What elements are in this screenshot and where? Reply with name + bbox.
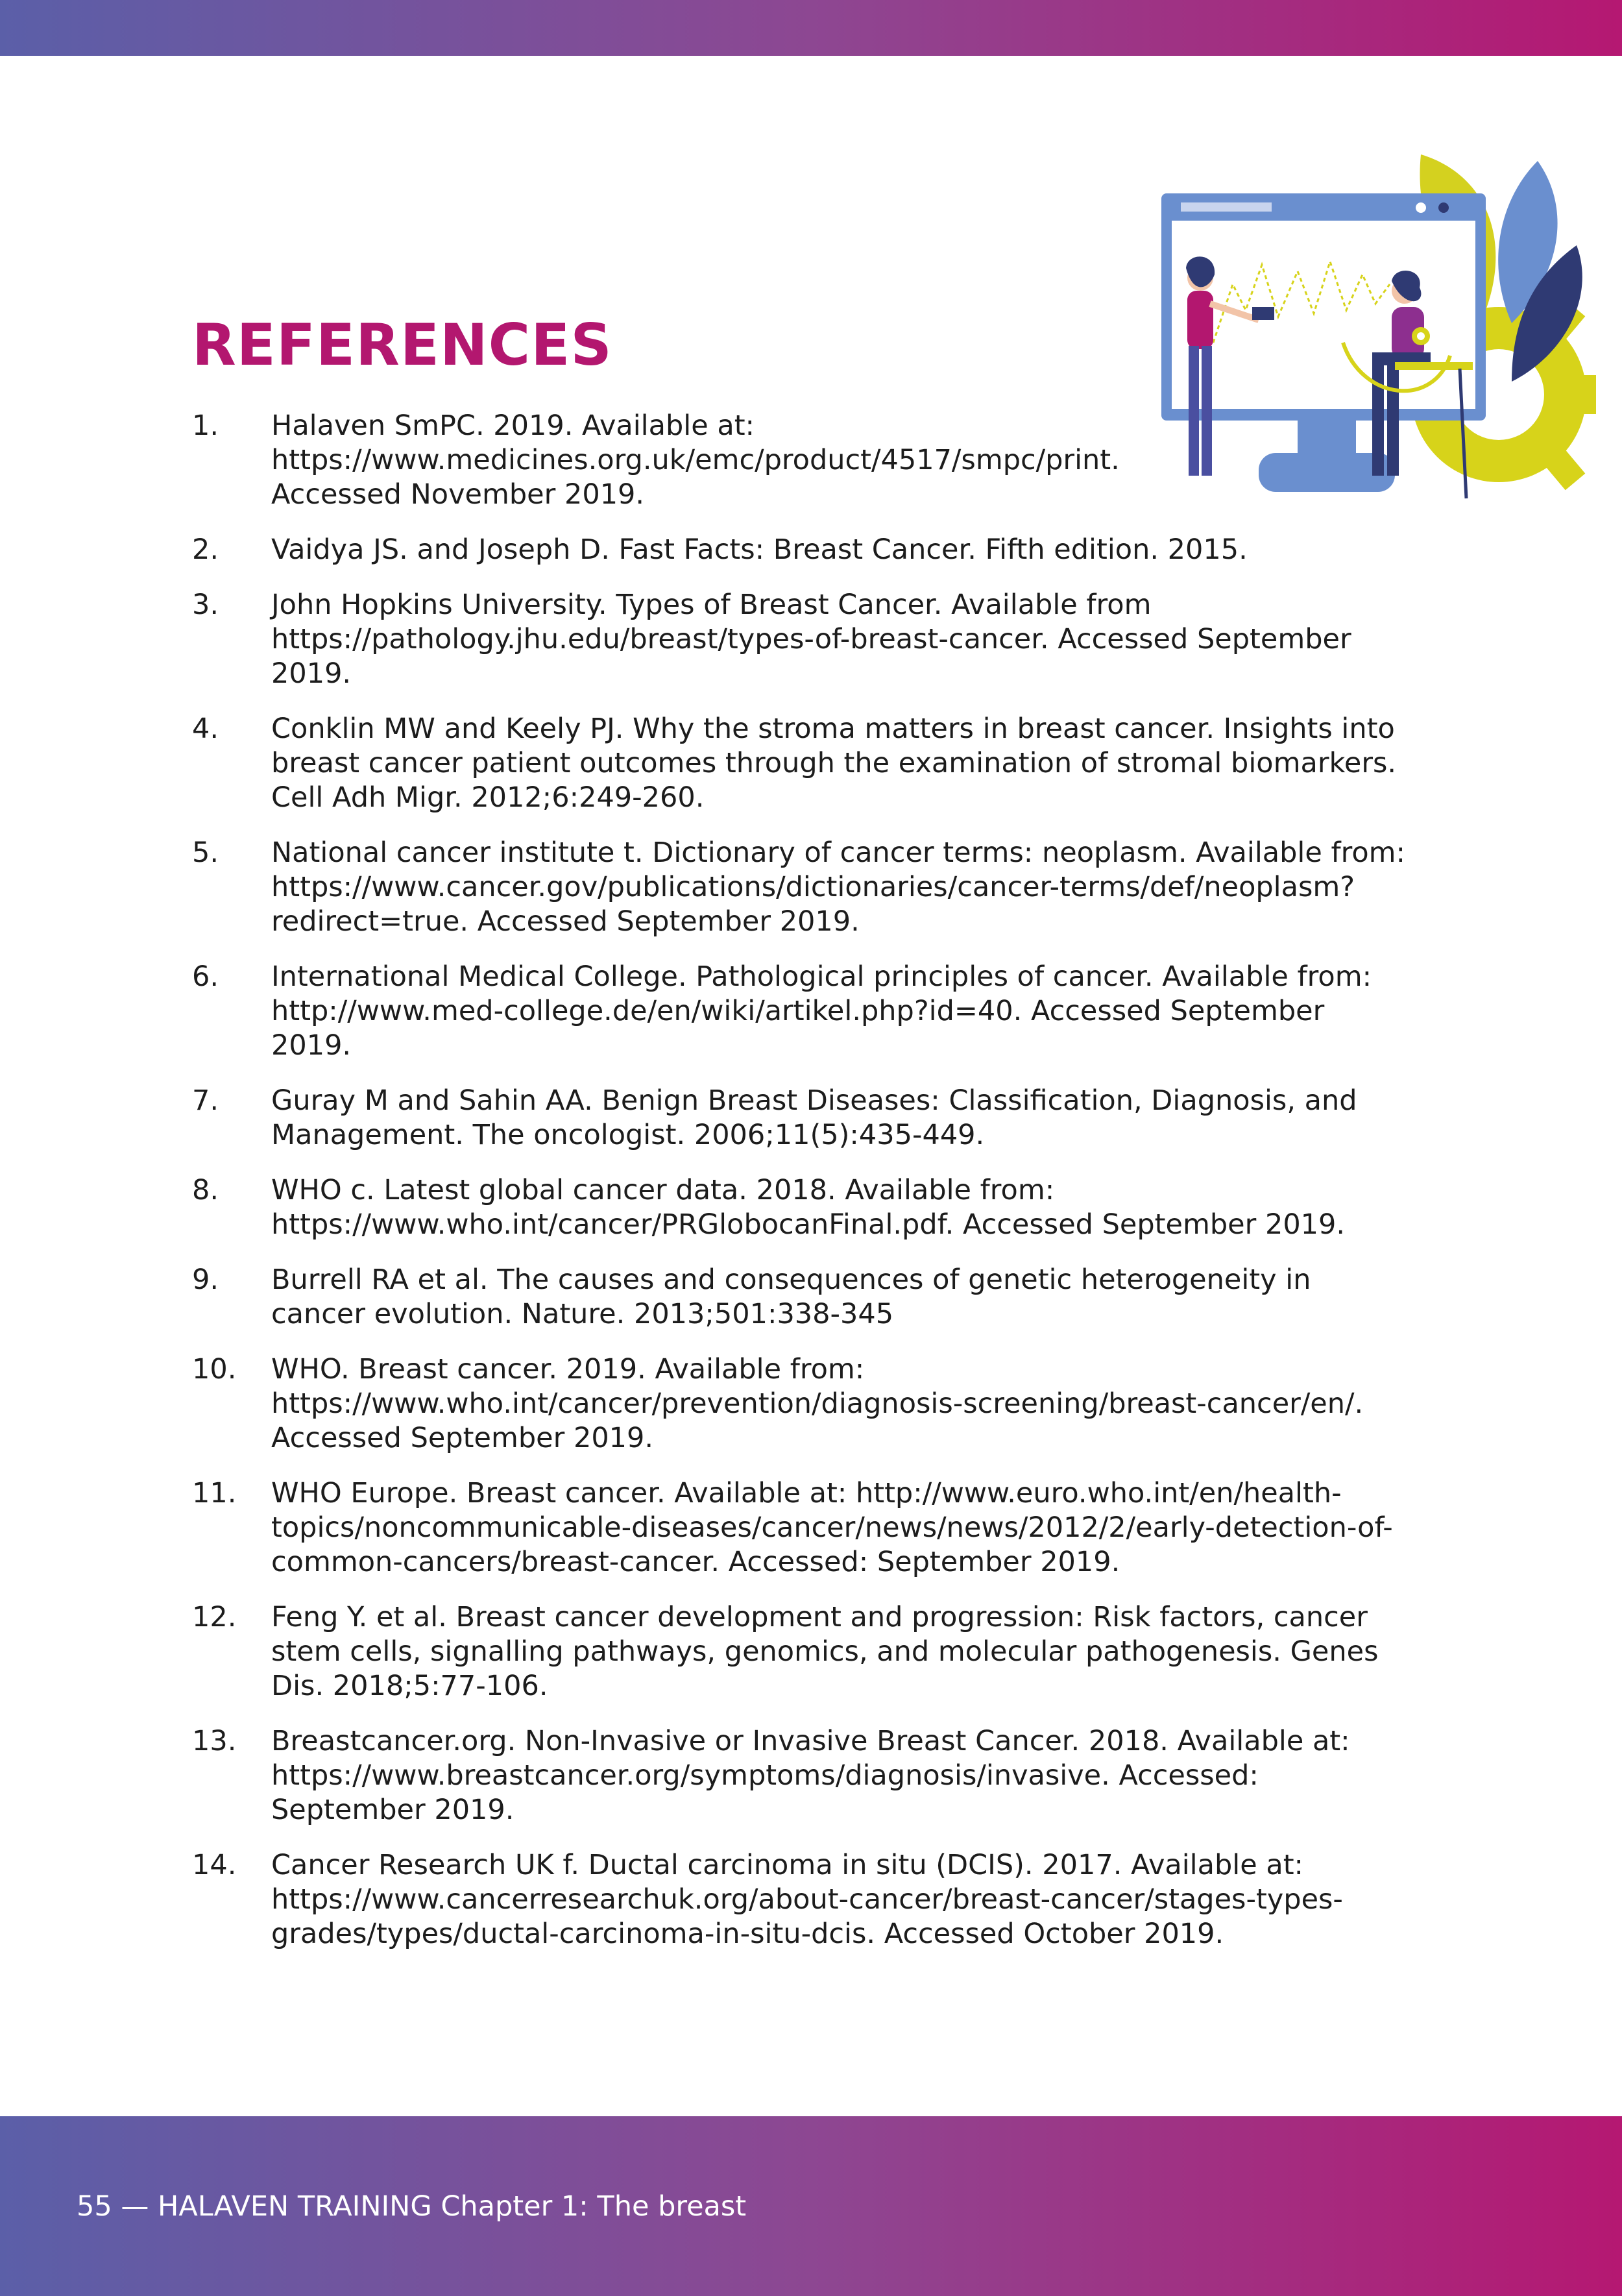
reference-number: 9. [192,1264,219,1296]
reference-number: 8. [192,1174,219,1206]
reference-item [192,836,1464,939]
reference-number: 12. [192,1601,237,1633]
reference-text: Feng Y. et al. Breast cancer development and progression: Risk factors, cancer stem cells, signalling pathways, genomics, and molecular pathogenesis. Genes Dis. 2018;5:77-106. [271,1601,1379,1702]
reference-item [192,1084,1464,1153]
reference-text: National cancer institute t. Dictionary of cancer terms: neoplasm. Available from: https://www.cancer.gov/publications/dictionaries/cancer-terms/def/neoplasm?redirect=true. Accessed September 2019. [271,837,1406,938]
reference-text: Breastcancer.org. Non-Invasive or Invasive Breast Cancer. 2018. Available at: https://www.breastcancer.org/symptoms/diagnosis/invasive. Accessed: September 2019. [271,1725,1350,1826]
reference-text: Guray M and Sahin AA. Benign Breast Diseases: Classification, Diagnosis, and Management. The oncologist. 2006;11(5):435-449. [271,1084,1357,1151]
reference-text: Burrell RA et al. The causes and consequences of genetic heterogeneity in cancer evolution. Nature. 2013;501:338-345 [271,1264,1311,1330]
footer-text: 55 — HALAVEN TRAINING Chapter 1: The breast [77,2190,747,2223]
reference-number: 13. [192,1725,237,1757]
page-title: REFERENCES [192,311,612,378]
reference-text: WHO. Breast cancer. 2019. Available from: https://www.who.int/cancer/prevention/diagnosis-screening/breast-cancer/en/. Accessed September 2019. [271,1353,1364,1454]
reference-item [192,1600,1464,1704]
reference-item [192,1724,1464,1827]
reference-item [192,712,1464,815]
reference-item [192,409,1464,512]
reference-text: Cancer Research UK f. Ductal carcinoma in situ (DCIS). 2017. Available at: https://www.cancerresearchuk.org/about-cancer/breast-cancer/stages-types-grades/types/ductal-carcinoma-in-situ-dcis. Accessed October 2019. [271,1849,1343,1950]
reference-item [192,533,1464,567]
reference-number: 3. [192,589,219,621]
reference-number: 1. [192,409,219,442]
reference-item [192,1173,1464,1242]
reference-number: 11. [192,1477,237,1509]
reference-number: 14. [192,1849,237,1881]
reference-item [192,960,1464,1063]
reference-number: 10. [192,1353,237,1386]
reference-text: WHO Europe. Breast cancer. Available at: http://www.euro.who.int/en/health-topics/noncommunicable-diseases/cancer/news/news/2012/2/early-detection-of-common-cancers/breast-cancer. Accessed: September 2019. [271,1477,1393,1578]
reference-number: 6. [192,960,219,993]
reference-item [192,1476,1464,1580]
reference-list [192,409,1464,1972]
reference-text: John Hopkins University. Types of Breast Cancer. Available from https://pathology.jhu.edu/breast/types-of-breast-cancer. Accessed September 2019. [271,589,1351,690]
reference-text: Conklin MW and Keely PJ. Why the stroma matters in breast cancer. Insights into breast cancer patient outcomes through the examination of stromal biomarkers. Cell Adh Migr. 2012;6:249-260. [271,713,1397,814]
reference-text: Halaven SmPC. 2019. Available at: https://www.medicines.org.uk/emc/product/4517/smpc/print. Accessed November 2019. [271,409,1120,511]
reference-text: WHO c. Latest global cancer data. 2018. Available from: https://www.who.int/cancer/PRGlobocanFinal.pdf. Accessed September 2019. [271,1174,1346,1241]
top-gradient-bar [0,0,1622,56]
reference-number: 2. [192,533,219,566]
reference-text: International Medical College. Pathological principles of cancer. Available from: http://www.med-college.de/en/wiki/artikel.php?id=40. Accessed September 2019. [271,960,1372,1062]
reference-number: 5. [192,837,219,869]
reference-item [192,1352,1464,1456]
reference-number: 7. [192,1084,219,1117]
reference-item [192,588,1464,691]
reference-number: 4. [192,713,219,745]
reference-item [192,1263,1464,1332]
reference-text: Vaidya JS. and Joseph D. Fast Facts: Breast Cancer. Fifth edition. 2015. [271,533,1248,566]
reference-item [192,1848,1464,1951]
